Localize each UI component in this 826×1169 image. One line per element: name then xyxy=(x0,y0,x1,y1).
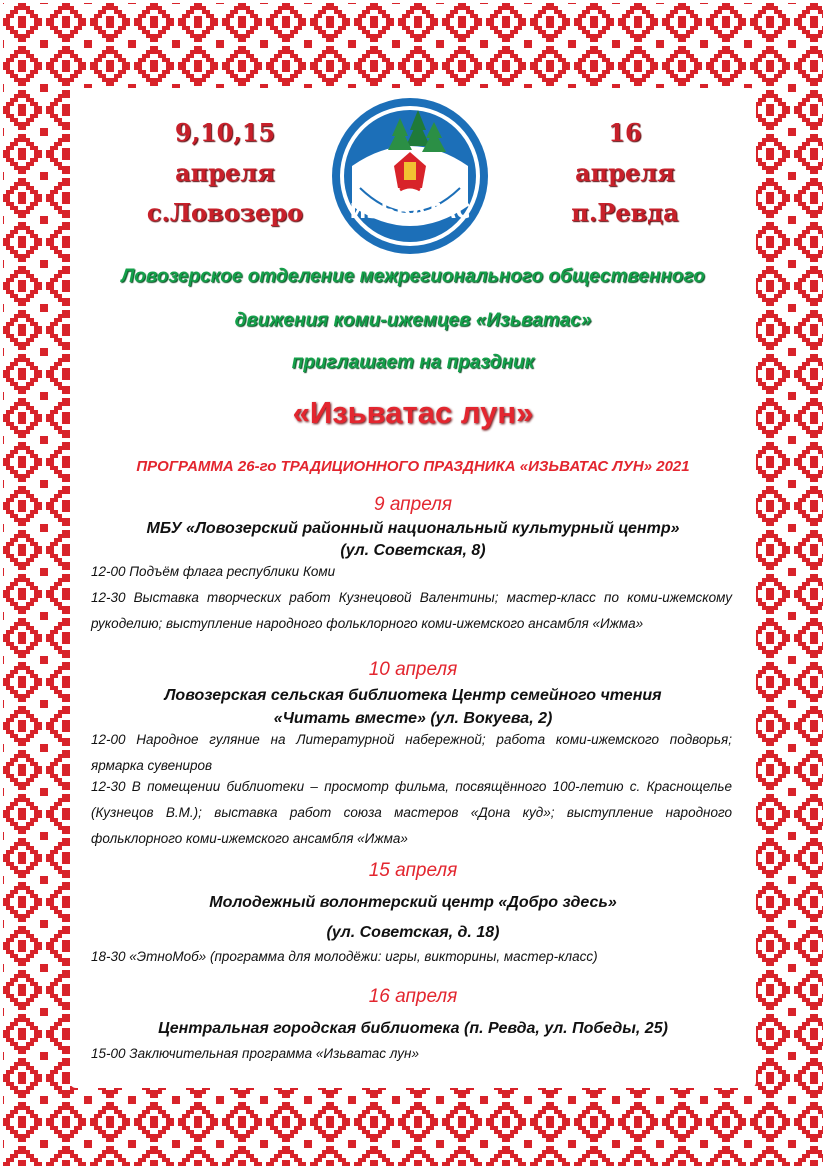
program-item: 15-00 Заключительная программа «Изьватас лун» xyxy=(91,1046,419,1061)
dates-right-month: апреля xyxy=(575,158,675,187)
venue-address: «Читать вместе» (ул. Вокуева, 2) xyxy=(273,710,553,727)
program-item: 18-30 «ЭтноМоб» (программа для молодёжи: игры, викторины, мастер-класс) xyxy=(91,949,598,964)
program-item: 12-30 Выставка творческих работ Кузнецовой Валентины; мастер-класс по коми-ижемскому рукоделию; выступление народного фольклорного коми-ижемского ансамбля «Ижма» xyxy=(91,590,732,631)
dates-lovozero xyxy=(140,113,310,233)
day-heading: 9 апреля xyxy=(373,494,453,515)
dates-right-place: п.Ревда xyxy=(571,198,679,227)
festival-title: «Изьватас лун» xyxy=(292,395,534,430)
program-item: 12-00 Подъём флага республики Коми xyxy=(91,564,336,579)
venue-address: (ул. Советская, 8) xyxy=(340,542,486,559)
venue-line: Молодежный волонтерский центр «Добро здесь» xyxy=(209,894,617,911)
organizer-line-2: движения коми-ижемцев «Изьватас» xyxy=(234,310,592,331)
organizer-line-1: Ловозерское отделение межрегионального общественного xyxy=(121,266,705,287)
day-heading: 10 апреля xyxy=(368,659,458,680)
dates-right-day: 16 xyxy=(608,118,642,147)
day-heading: 15 апреля xyxy=(368,860,458,881)
logo-text: ИЗЬВАТАС xyxy=(349,199,471,223)
izvatas-logo-icon xyxy=(330,96,490,256)
dates-left-month: апреля xyxy=(175,158,275,187)
program-item: 12-00 Народное гуляние на Литературной набережной; работа коми-ижемского подворья; ярмарка сувениров xyxy=(91,732,732,773)
venue-line: МБУ «Ловозерский районный национальный культурный центр» xyxy=(146,520,680,537)
day-heading: 16 апреля xyxy=(368,986,458,1007)
venue-address: (ул. Советская, д. 18) xyxy=(326,924,500,941)
dates-revda xyxy=(540,113,710,233)
dates-left-place: с.Ловозеро xyxy=(146,198,304,227)
program-item: 12-30 В помещении библиотеки – просмотр фильма, посвящённого 100-летию с. Краснощелье (Кузнецов В.М.); выставка работ союза мастеров «Дона куд»; выступление народного фольклорного коми-ижемского ансамбля «Ижма» xyxy=(91,779,732,846)
program-heading: ПРОГРАММА 26-го ТРАДИЦИОННОГО ПРАЗДНИКА «ИЗЬВАТАС ЛУН» 2021 xyxy=(136,458,690,475)
venue-line: Центральная городская библиотека (п. Ревда, ул. Победы, 25) xyxy=(158,1020,668,1037)
dates-left-days: 9,10,15 xyxy=(174,118,276,147)
venue-line: Ловозерская сельская библиотека Центр семейного чтения xyxy=(164,687,662,704)
invitation-line: приглашает на праздник xyxy=(291,352,535,373)
